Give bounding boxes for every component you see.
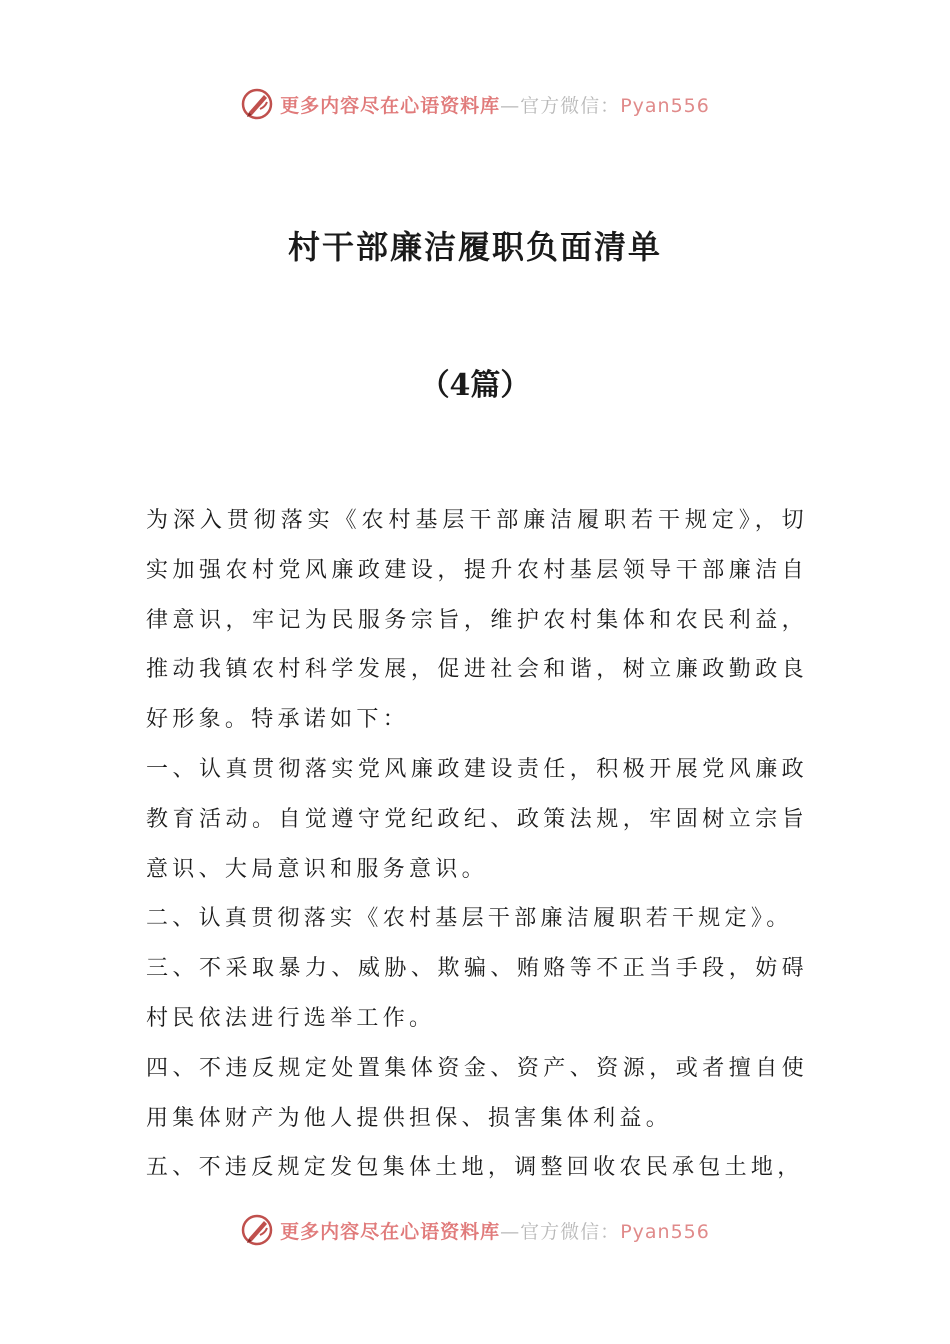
- document-body: [146, 496, 808, 1193]
- watermark-separator: —: [500, 94, 521, 117]
- watermark-wechat-id: Pyan556: [620, 94, 710, 117]
- watermark-banner-bottom: [0, 1210, 950, 1250]
- list-item: 五、不违反规定发包集体土地，调整回收农民承包土地，: [146, 1155, 804, 1181]
- watermark-text: [280, 91, 710, 118]
- document-subtitle: （4篇）: [419, 368, 531, 403]
- list-item: 三、不采取暴力、威胁、欺骗、贿赂等不正当手段，妨碍村民依法进行选举工作。: [146, 956, 808, 1031]
- watermark-separator: —: [500, 1220, 521, 1243]
- watermark-text: [280, 1217, 710, 1244]
- watermark-wechat-id: Pyan556: [620, 1220, 710, 1243]
- list-item: 二、认真贯彻落实《农村基层干部廉洁履职若干规定》。: [146, 906, 793, 932]
- pen-logo-icon: [240, 87, 274, 121]
- watermark-banner-top: [0, 84, 950, 124]
- watermark-brand: 更多内容尽在心语资料库: [280, 94, 501, 117]
- list-item: 一、认真贯彻落实党风廉政建设责任，积极开展党风廉政教育活动。自觉遵守党纪政纪、政策法规，牢固树立宗旨意识、大局意识和服务意识。: [146, 756, 808, 882]
- watermark-brand: 更多内容尽在心语资料库: [280, 1220, 501, 1243]
- pen-logo-icon: [240, 1213, 274, 1247]
- intro-paragraph: 为深入贯彻落实《农村基层干部廉洁履职若干规定》，切实加强农村党风廉政建设，提升农村基层领导干部廉洁自律意识，牢记为民服务宗旨，维护农村集体和农民利益，推动我镇农村科学发展，促进社会和谐，树立廉政勤政良好形象。特承诺如下：: [146, 508, 808, 733]
- list-item: 四、不违反规定处置集体资金、资产、资源，或者擅自使用集体财产为他人提供担保、损害集体利益。: [146, 1055, 808, 1131]
- watermark-contact-label: 官方微信：: [520, 1220, 621, 1243]
- watermark-contact-label: 官方微信：: [520, 94, 621, 117]
- document-title: 村干部廉洁履职负面清单: [287, 228, 662, 266]
